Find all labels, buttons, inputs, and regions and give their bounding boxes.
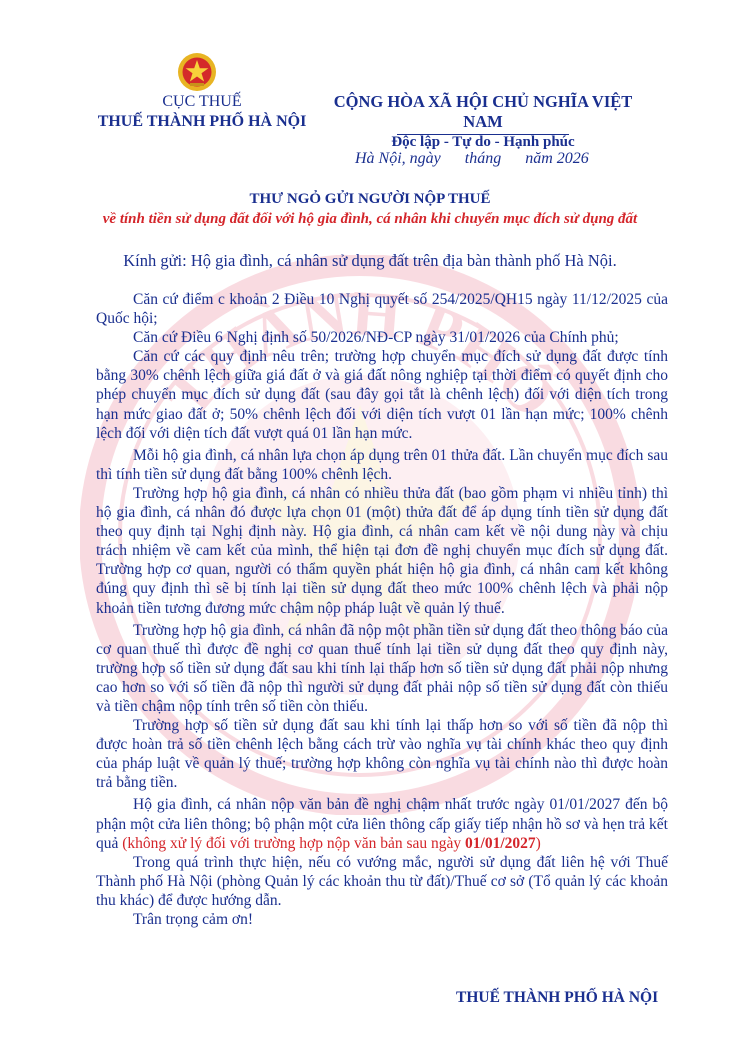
svg-text:THÀNH PHỐ: THÀNH PHỐ <box>150 276 570 431</box>
nation-name: CỘNG HÒA XÃ HỘI CHỦ NGHĨA VIỆT NAM <box>333 92 633 131</box>
red-note <box>122 835 541 852</box>
national-motto: Độc lập - Tự do - Hạnh phúc <box>391 134 575 150</box>
agency-name: THUẾ THÀNH PHỐ HÀ NỘI <box>97 113 307 130</box>
document-date: Hà Nội, ngày tháng năm 2026 <box>355 150 589 167</box>
paragraph <box>96 795 668 852</box>
paragraph: Căn cứ các quy định nêu trên; trường hợp chuyển mục đích sử dụng đất được tính bằng 30% chênh lệch giữa giá đất ở và giá đất nông nghiệp tại thời điểm có quyết định cho phép chuyển mục đích sử dụng đất (sau đây gọi tắt là chênh lệch) đối với diện tích trong hạn mức giao đất ở; 50% chênh lệch đối với diện tích vượt 01 lần hạn mức; 100% chênh lệch đối với diện tích đất vượt quá 01 lần hạn mức. <box>96 348 668 442</box>
paragraph: Trường hợp hộ gia đình, cá nhân có nhiều thửa đất (bao gồm phạm vi nhiều tỉnh) thì hộ gia đình, cá nhân đó được lựa chọn 01 (một) thửa đất để áp dụng tính tiền sử dụng đất theo quy định tại Nghị định này. Hộ gia đình, cá nhân cam kết về nội dung này và chịu trách nhiệm về cam kết của mình, thể hiện tại đơn đề nghị chuyển mục đích sử dụng đất. Trường hợp cơ quan, người có thẩm quyền phát hiện hộ gia đình, cá nhân cam kết không đúng quy định thì sẽ bị tính lại tiền sử dụng đất theo mức 100% chênh lệch và phải nộp khoản tiền tương đương mức chậm nộp pháp luật về quản lý thuế. <box>96 484 668 617</box>
motto-underline <box>397 134 569 135</box>
signature-block: THUẾ THÀNH PHỐ HÀ NỘI <box>456 989 659 1006</box>
greeting: Kính gửi: Hộ gia đình, cá nhân sử dụng đất trên địa bàn thành phố Hà Nội. <box>123 251 617 270</box>
red-note-prefix: (không xử lý đối với trường hợp nộp văn bản sau ngày <box>122 834 466 852</box>
paragraph-text: Hộ gia đình, cá nhân nộp văn bản đề nghị chậm nhất trước ngày 01/01/2027 đến bộ phận một cửa liên thông; bộ phận một cửa liên thông cấp giấy tiếp nhận hồ sơ và hẹn trả kết quả <box>96 796 668 852</box>
paragraph: Căn cứ điểm c khoản 2 Điều 10 Nghị quyết số 254/2025/QH15 ngày 11/12/2025 của Quốc hội; <box>96 291 668 328</box>
national-heading <box>318 92 648 152</box>
agency-parent: CỤC THUẾ <box>162 93 242 110</box>
issuing-agency <box>92 92 312 132</box>
paragraph: Trường hợp số tiền sử dụng đất sau khi tính lại thấp hơn so với số tiền đã nộp thì được hoàn trả số tiền chênh lệch bằng cách trừ vào nghĩa vụ tài chính khác theo quy định của pháp luật về quản lý thuế; trường hợp không còn nghĩa vụ tài chính nào thì được hoàn trả bằng tiền. <box>96 717 668 792</box>
document-subtitle: về tính tiền sử dụng đất đối với hộ gia đình, cá nhân khi chuyển mục đích sử dụng đất <box>102 211 638 227</box>
letter-body <box>96 290 668 929</box>
paragraph: Mỗi hộ gia đình, cá nhân lựa chọn áp dụng trên 01 thửa đất. Lần chuyển mục đích sau thì tính tiền sử dụng đất bằng 100% chênh lệch. <box>96 446 668 483</box>
red-note-date: 01/01/2027 <box>465 834 536 852</box>
paragraph: Trân trọng cảm ơn! <box>133 911 253 928</box>
paragraph: Trường hợp hộ gia đình, cá nhân đã nộp một phần tiền sử dụng đất theo thông báo của cơ quan thuế thì được đề nghị cơ quan thuế tính lại tiền sử dụng đất theo quy định này, trường hợp số tiền sử dụng đất sau khi tính lại thấp hơn số tiền sử dụng đất phải nộp nhưng cao hơn so với số tiền đã nộp thì người sử dụng đất phải nộp số tiền sử dụng đất còn thiếu và tiền chậm nộp tính trên số tiền còn thiếu. <box>96 621 668 715</box>
red-note-suffix: ) <box>535 834 541 852</box>
paragraph: Căn cứ Điều 6 Nghị định số 50/2026/NĐ-CP ngày 31/01/2026 của Chính phủ; <box>133 329 619 347</box>
national-emblem-icon <box>177 52 217 92</box>
paragraph: Trong quá trình thực hiện, nếu có vướng mắc, người sử dụng đất liên hệ với Thuế Thành phố Hà Nội (phòng Quản lý các khoản thu từ đất)/Thuế cơ sở (Tổ quản lý các khoản thu khác) để được hướng dẫn. <box>96 853 668 909</box>
document-title: THƯ NGỎ GỬI NGƯỜI NỘP THUẾ <box>249 191 491 207</box>
